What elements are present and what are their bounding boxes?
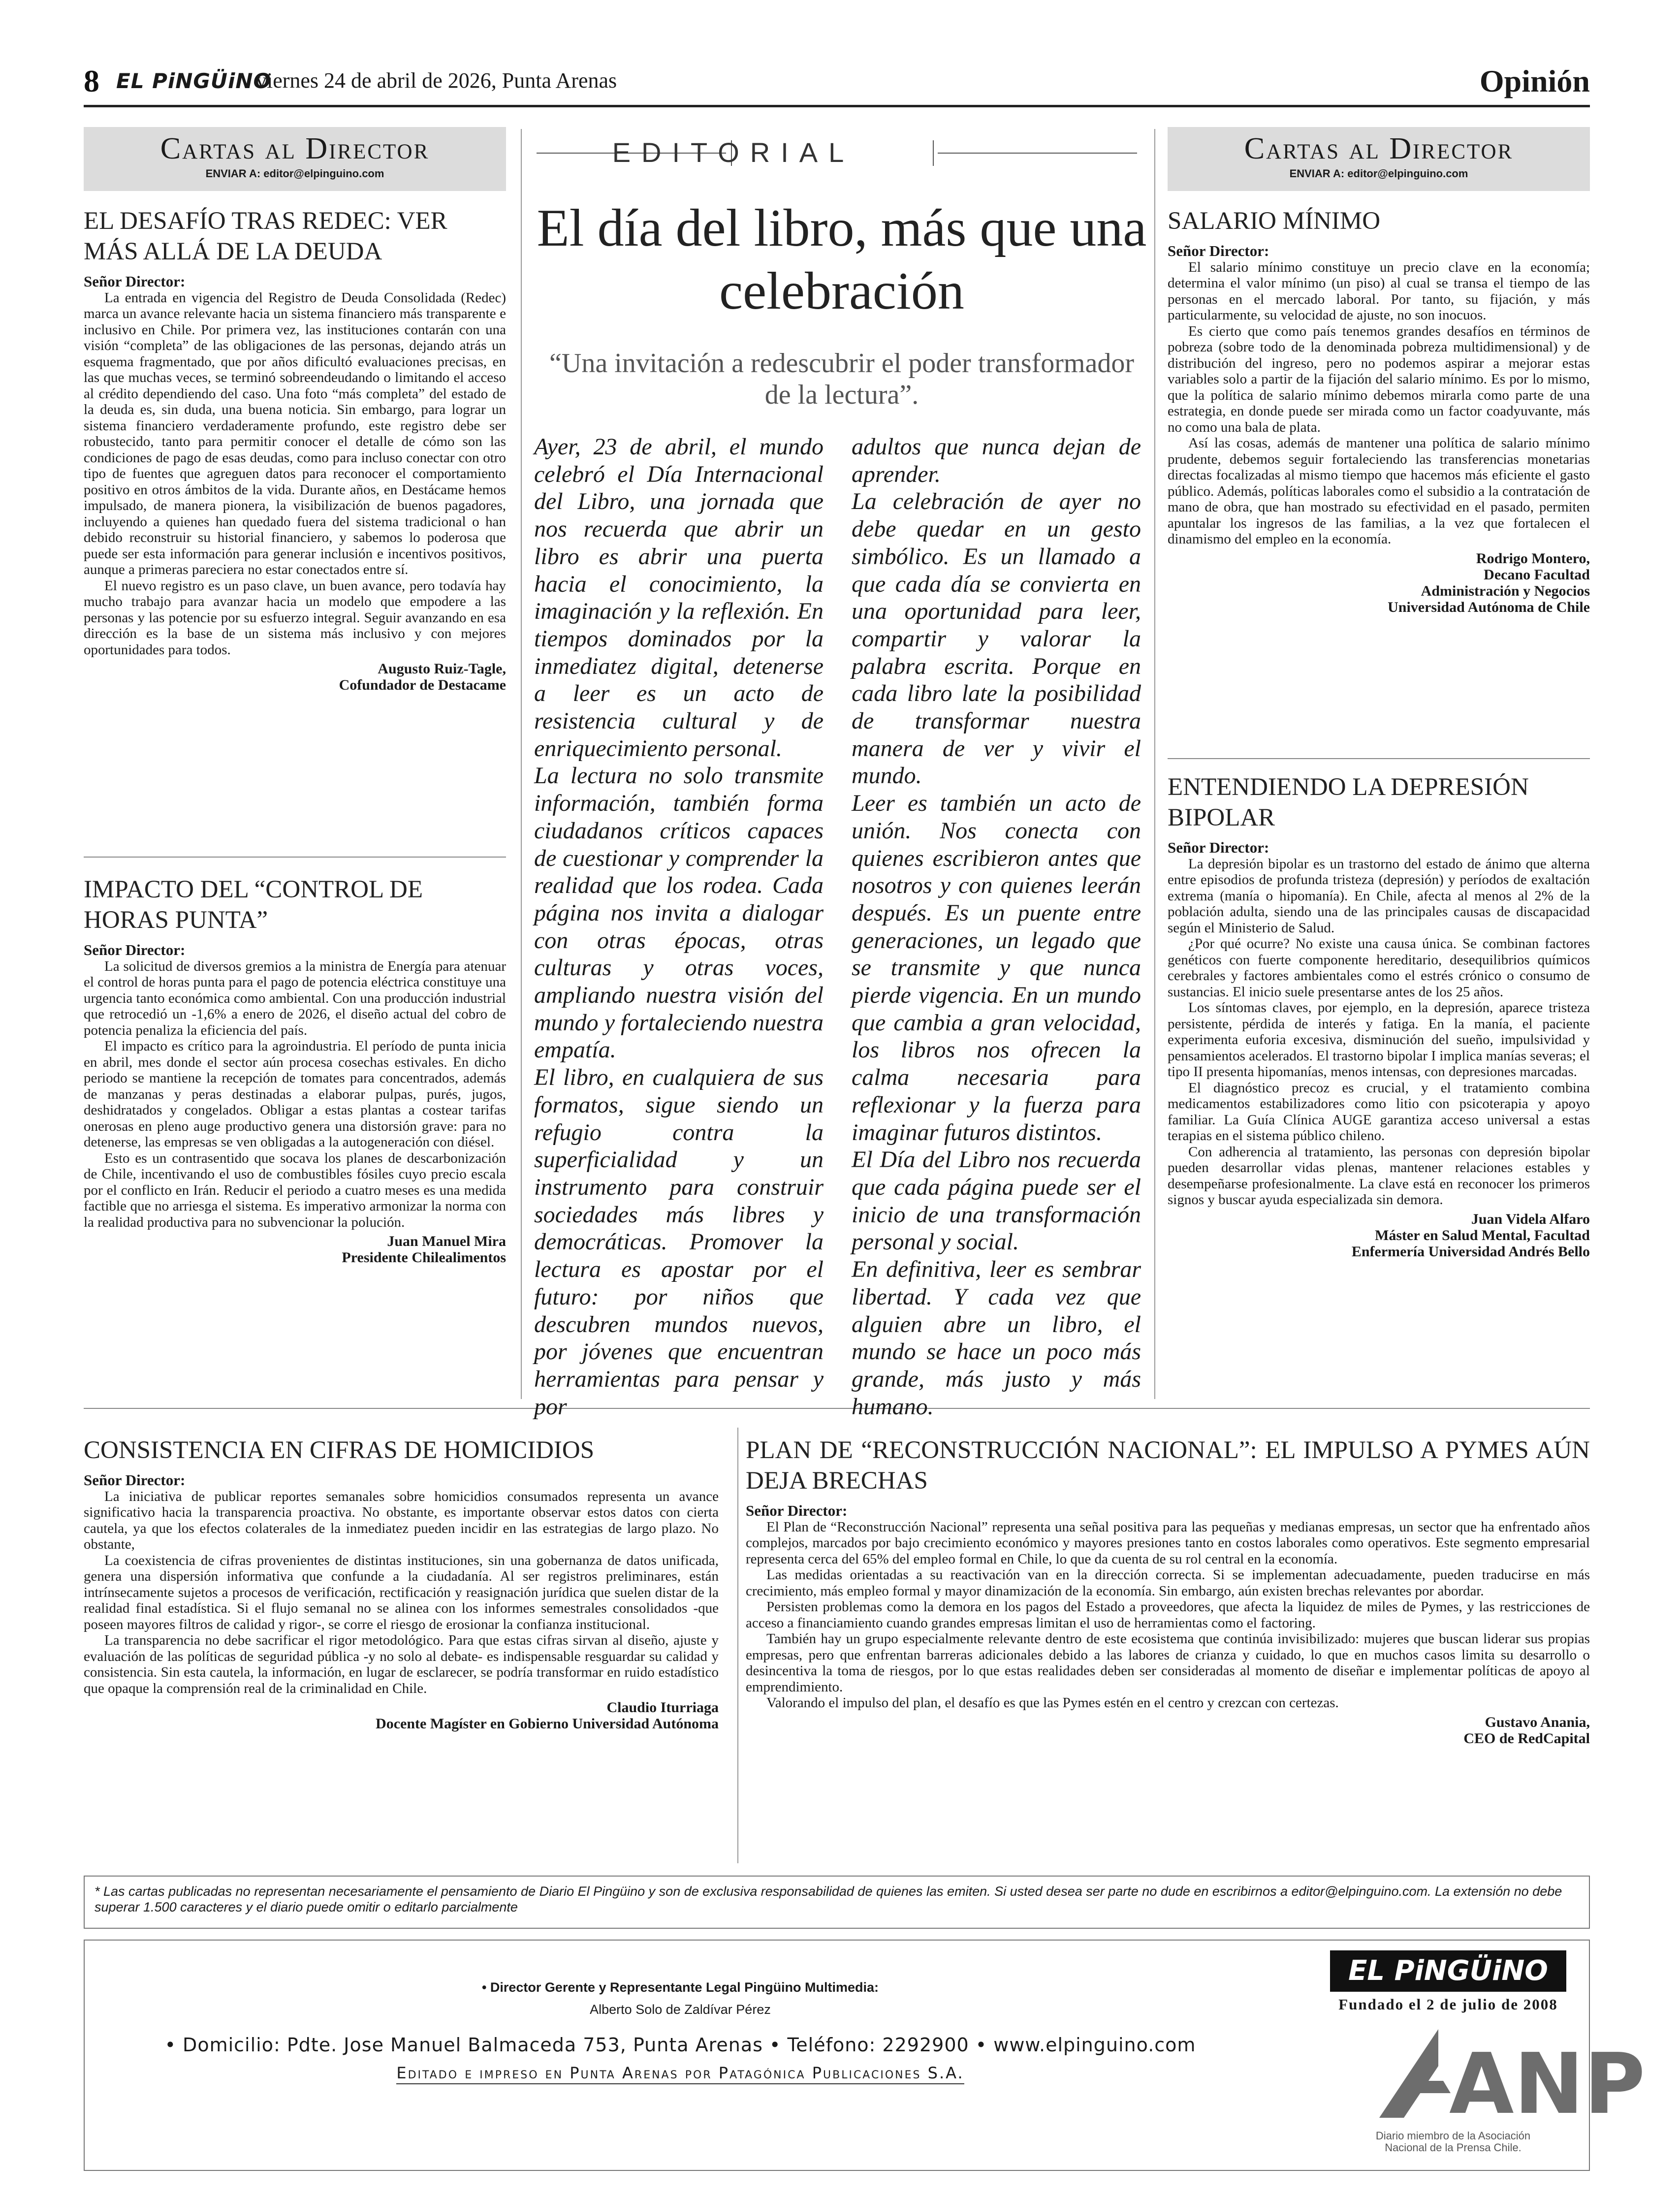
signature-line: Presidente Chilealimentos	[342, 1249, 506, 1266]
editorial-headline: El día del libro, más que una celebración	[537, 199, 1147, 320]
cartas-header-left	[84, 127, 506, 191]
letter-paragraph: La depresión bipolar es un trastorno del estado de ánimo que alterna entre episodios de profunda tristeza (depresión) y períodos de exaltación extrema (manía o hipomanía). En Chile, afecta al menos al 2% de la población adulta, siendo una de las principales causas de discapacidad según el Ministerio de Salud.	[1168, 856, 1590, 936]
publisher-text: Editado e impreso en Punta Arenas por Patagónica Publicaciones S.A.	[396, 2064, 964, 2084]
letter-signature	[746, 1714, 1590, 1747]
editorial-column	[852, 433, 1141, 1420]
letter-paragraph: El impacto es crítico para la agroindustria. El período de punta inicia en abril, mes donde el sector aún procesa cosechas estivales. En dicho periodo se mantiene la recepción de tomates para concentrados, además de manzanas y peras destinadas a elaborar pulpas, purés, jugos, deshidratados y congelados. Obligar a estas plantas a costear tarifas onerosas en pleno auge productivo genera una distorsión grave: para no detenerse, las empresas se ven obligadas a la autogeneración con diésel.	[84, 1038, 506, 1150]
signature-line: Claudio Iturriaga	[606, 1699, 719, 1716]
header-rule	[84, 105, 1590, 107]
letter-signature	[84, 1233, 506, 1266]
signature-line: Rodrigo Montero,	[1476, 550, 1590, 567]
letter-paragraph: Las medidas orientadas a su reactivación van en la dirección correcta. Si se implementan adecuadamente, pueden traducirse en más crecimiento, más empleo formal y mayor dinamización de la economía. Sin embargo, aún existen brechas relevantes por abordar.	[746, 1567, 1590, 1599]
letter-signature	[1168, 550, 1590, 615]
signature-line: Enfermería Universidad Andrés Bello	[1351, 1243, 1590, 1260]
letter	[84, 206, 506, 693]
letter-paragraph: También hay un grupo especialmente relevante dentro de este ecosistema que continúa invisibilizado: mujeres que buscan liderar sus propias empresas, pero que enfrentan barreras adicionales debido a las labores de crianza y cuidado, lo que en muchos casos limita su desarrollo o desincentiva la toma de riesgos, por lo que estas realidades deben ser consideradas al momento de diseñar e implementar políticas de apoyo al emprendimiento.	[746, 1631, 1590, 1695]
letter	[84, 1435, 719, 1732]
letter-signature	[84, 661, 506, 693]
footer-logo: EL PiNGÜiNO	[1330, 1950, 1566, 1992]
dateline: viernes 24 de abril de 2026, Punta Arenas	[256, 68, 617, 93]
anp-logo-letters: ANP	[1449, 2036, 1646, 2133]
letter-divider	[1168, 758, 1590, 759]
editorial-paragraph: La lectura no solo transmite información, también forma ciudadanos críticos capaces de cuestionar y comprender la realidad que los rodea. Cada página nos invita a dialogar con otras épocas, otras culturas y otras voces, ampliando nuestra visión del mundo y fortaleciendo nuestra empatía.	[534, 763, 824, 1063]
signature-line: Decano Facultad	[1484, 566, 1590, 583]
disclaimer-note: * Las cartas publicadas no representan necesariamente el pensamiento de Diario El Pingüino y son de exclusiva responsabilidad de quienes las emiten. Si usted desea ser parte no dude en escribirnos a editor@elpinguino.com. La extensión no debe superar 1.500 caracteres y el diario puede omitir o editarlo parcialmente	[84, 1876, 1590, 1929]
letter-paragraph: El diagnóstico precoz es crucial, y el tratamiento combina medicamentos estabilizadores como litio con psicoterapia y apoyo familiar. La Guía Clínica AUGE garantiza acceso universal a estas terapias en el sistema público chileno.	[1168, 1080, 1590, 1144]
signature-line: Juan Manuel Mira	[387, 1233, 506, 1249]
signature-line: Gustavo Anania,	[1485, 1714, 1590, 1730]
cartas-title: Cartas al Director	[160, 132, 430, 165]
director-label: • Director Gerente y Representante Legal Pingüino Multimedia:	[481, 1980, 879, 1995]
imprint-footer	[84, 1940, 1646, 2171]
letter-paragraph: La iniciativa de publicar reportes semanales sobre homicidios consumados representa un avance significativo hacia la transparencia proactiva. No obstante, es importante observar estos datos con cierta cautela, ya que los efectos colaterales de la inmediatez pueden incidir en las estrategias de largo plazo. No obstante,	[84, 1488, 719, 1552]
signature-line: CEO de RedCapital	[1463, 1730, 1590, 1747]
letter-paragraph: El Plan de “Reconstrucción Nacional” representa una señal positiva para las pequeñas y medianas empresas, un sector que ha enfrentado años complejos, marcados por bajo crecimiento económico y mayores presiones tanto en costos laborales como operativos. Este segmento empresarial representa cerca del 65% del empleo formal en Chile, lo que da cuenta de su rol central en la economía.	[746, 1519, 1590, 1567]
letter-salute: Señor Director:	[84, 941, 186, 958]
signature-line: Docente Magíster en Gobierno Universidad Autónoma	[376, 1716, 719, 1732]
letter-title: ENTENDIENDO LA DEPRESIÓN BIPOLAR	[1168, 773, 1529, 831]
letter	[1168, 206, 1590, 615]
section-title: Opinión	[1479, 64, 1590, 98]
editorial-label-text: EDITORIAL	[612, 137, 855, 168]
cartas-email: ENVIAR A: editor@elpinguino.com	[1289, 167, 1468, 180]
letter-title: CONSISTENCIA EN CIFRAS DE HOMICIDIOS	[84, 1436, 595, 1464]
letter-paragraph: Persisten problemas como la demora en los pagos del Estado a proveedores, que afecta la liquidez de miles de Pymes, y las restricciones de acceso a financiamiento cuando grandes empresas limitan el uso de herramientas como el factoring.	[746, 1599, 1590, 1631]
editorial-paragraph: adultos que nunca dejan de aprender.	[852, 434, 1141, 487]
signature-line: Juan Videla Alfaro	[1471, 1210, 1590, 1227]
editorial-paragraph: Leer es también un acto de unión. Nos conecta con quienes escribieron antes que nosotros y con quienes leerán después. Es un puente entre generaciones, un legado que se transmite y que nunca pierde vigencia. En un mundo que cambia a gran velocidad, los libros nos ofrecen la calma necesaria para reflexionar y la fuerza para imaginar futuros distintos.	[852, 790, 1141, 1146]
letter-title: SALARIO MÍNIMO	[1168, 207, 1381, 235]
editorial-label	[537, 133, 930, 172]
editorial-paragraph: El libro, en cualquiera de sus formatos, sigue siendo un refugio contra la superficialidad y un instrumento para construir sociedades más libres y democráticas. Promover la lectura es apostar por el futuro: por niños que descubren mundos nuevos, por jóvenes que encuentran herramientas para pensar y por	[534, 1064, 824, 1420]
letter-salute: Señor Director:	[1168, 839, 1269, 856]
anp-logo-icon	[1364, 2019, 1646, 2133]
director-name: Alberto Solo de Zaldívar Pérez	[590, 2002, 771, 2017]
editorial-label-rule	[938, 153, 1137, 154]
section-divider	[84, 1408, 1590, 1409]
anp-membership-note: Diario miembro de la Asociación Nacional de la Prensa Chile.	[1375, 2130, 1531, 2154]
editorial-paragraph: El Día del Libro nos recuerda que cada página puede ser el inicio de una transformación personal y social.	[852, 1147, 1141, 1255]
address-line: • Domicilio: Pdte. Jose Manuel Balmaceda 753, Punta Arenas • Teléfono: 2292900 • www.elpinguino.com	[164, 2034, 1196, 2056]
letter-paragraph: Con adherencia al tratamiento, las personas con depresión bipolar pueden desarrollar vidas plenas, mantener relaciones estables y desempeñarse profesionalmente. La clave está en reconocer los primeros signos y buscar ayuda especializada sin demora.	[1168, 1144, 1590, 1208]
masthead-name: EL PiNGÜiNO	[116, 69, 272, 93]
letter-signature	[1168, 1211, 1590, 1260]
cartas-email: ENVIAR A: editor@elpinguino.com	[205, 167, 384, 180]
letter-paragraph: Así las cosas, además de mantener una política de salario mínimo prudente, debemos seguir fortaleciendo las transferencias monetarias directas focalizadas al mismo tiempo que hacemos más eficiente el gasto público. Además, políticas laborales como el subsidio a la contratación de mano de obra, que han mostrado su efectividad en el pasado, permiten apuntalar los ingresos de las familias, a la vez que fortalecen el dinamismo del empleo en la economía.	[1168, 435, 1590, 547]
letter-paragraph: Valorando el impulso del plan, el desafío es que las Pymes estén en el centro y crezcan con certezas.	[766, 1695, 1339, 1711]
letter-paragraph: La solicitud de diversos gremios a la ministra de Energía para atenuar el control de horas punta para el pago de potencia eléctrica constituye una urgencia tanto económica como ambiental. Con una producción industrial que retrocedió un -1,6% a enero de 2026, el diseño actual del cobro de potencia penaliza la eficiencia del país.	[84, 958, 506, 1038]
letter-paragraph: Es cierto que como país tenemos grandes desafíos en términos de pobreza (sobre todo de la denominada pobreza multidimensional) y de distribución del ingreso, pero no podemos aspirar a mejorar estas variables solo a partir de la fijación del salario mínimo. Es por lo mismo, que la política de salario mínimo debemos mirarla como parte de una estrategia, en donde puede ser mirada como un factor coadyuvante, más no como una bala de plata.	[1168, 323, 1590, 435]
letter-divider	[84, 857, 506, 858]
letter-title: PLAN DE “RECONSTRUCCIÓN NACIONAL”: EL IMPULSO A PYMES AÚN DEJA BRECHAS	[746, 1436, 1590, 1495]
letter-salute: Señor Director:	[84, 273, 186, 290]
letter-paragraph: Esto es un contrasentido que socava los planes de descarbonización de Chile, incentivando el uso de combustibles fósiles cuyo precio escala por el conflicto en Irán. Reducir el periodo a cuatro meses es una medida factible que no arriesga el sistema. Es imperativo armonizar la norma con la realidad productiva para no subvencionar la polución.	[84, 1150, 506, 1230]
letter-paragraph: La transparencia no debe sacrificar el rigor metodológico. Para que estas cifras sirvan al diseño, ajuste y evaluación de las políticas de seguridad pública -y no solo al debate- es indispensable resguardar su calidad y consistencia. Sin esta cautela, la información, en lugar de esclarecer, se podría transformar en ruido estadístico que opaque la comprensión real de la criminalidad en Chile.	[84, 1632, 719, 1696]
editorial-paragraph: En definitiva, leer es sembrar libertad. Y cada vez que alguien abre un libro, el mundo se hace un poco más grande, más justo y más humano.	[852, 1256, 1141, 1420]
letter	[1168, 772, 1590, 1260]
letter	[746, 1435, 1590, 1747]
cartas-header-right	[1168, 127, 1590, 191]
letter-paragraph: Los síntomas claves, por ejemplo, en la depresión, aparece tristeza persistente, pérdida de interés y fatiga. En la manía, el paciente experimenta euforia excesiva, disminución del sueño, impulsividad y pensamientos acelerados. El trastorno bipolar I implica manías severas; el tipo II presenta hipomanías, menos intensas, con depresiones marcadas.	[1168, 1000, 1590, 1080]
column-divider	[1154, 129, 1155, 1399]
letter-salute: Señor Director:	[84, 1471, 186, 1489]
letter-title: IMPACTO DEL “CONTROL DE HORAS PUNTA”	[84, 876, 423, 934]
editorial-subtitle: “Una invitación a redescubrir el poder transformador de la lectura”.	[549, 348, 1134, 410]
signature-line: Administración y Negocios	[1421, 582, 1590, 599]
letter-salute: Señor Director:	[746, 1502, 848, 1519]
letter-signature	[84, 1699, 719, 1732]
page-number: 8	[84, 64, 99, 98]
publisher-line	[85, 2064, 1276, 2082]
signature-line: Máster en Salud Mental, Facultad	[1375, 1227, 1590, 1243]
anp-logo-shape	[1379, 2029, 1438, 2118]
letter-title: EL DESAFÍO TRAS REDEC: VER MÁS ALLÁ DE LA DEUDA	[84, 207, 447, 265]
signature-line: Augusto Ruiz-Tagle,	[378, 661, 506, 677]
letter-paragraph: ¿Por qué ocurre? No existe una causa única. Se combinan factores genéticos con fuerte componente hereditario, desequilibrios químicos cerebrales y factores ambientales como el estrés crónico o consumo de sustancias. El inicio suele presentarse antes de los 25 años.	[1168, 936, 1590, 1000]
signature-line: Cofundador de Destacame	[339, 677, 506, 693]
page-header	[84, 63, 1590, 102]
editorial-column	[534, 433, 824, 1420]
cartas-title: Cartas al Director	[1244, 132, 1514, 165]
letter-paragraph: El nuevo registro es un paso clave, un buen avance, pero todavía hay mucho trabajo para avanzar hacia un modelo que empodere a las personas y las potencie por su esfuerzo integral. Seguir avanzando en esa dirección es la base de un sistema más inclusivo y con mejores oportunidades para todos.	[84, 577, 506, 658]
column-divider	[521, 129, 522, 1399]
founded-date: Fundado el 2 de julio de 2008	[1338, 1996, 1558, 2013]
editorial-paragraph: Ayer, 23 de abril, el mundo celebró el Día Internacional del Libro, una jornada que nos recuerda que abrir un libro es abrir una puerta hacia el conocimiento, la imaginación y la reflexión. En tiempos dominados por la inmediatez digital, detenerse a leer es un acto de resistencia cultural y de enriquecimiento personal.	[534, 434, 824, 762]
letter	[84, 874, 506, 1266]
letter-salute: Señor Director:	[1168, 242, 1269, 259]
signature-line: Universidad Autónoma de Chile	[1388, 599, 1590, 615]
letter-paragraph: La entrada en vigencia del Registro de Deuda Consolidada (Redec) marca un avance relevante hacia un sistema financiero más transparente e inclusivo en Chile. Por primera vez, las instituciones contarán con una visión “completa” de las obligaciones de las personas, dejando atrás un esquema fragmentado, que por años dificultó evaluaciones precisas, en las que muchas veces, se terminó sobreendeudando o limitando el acceso al crédito dependiendo del caso. Una foto “más completa” del estado de la deuda es, sin duda, una buena noticia. Sin embargo, para lograr un sistema financiero verdaderamente profundo, este registro debe ser robustecido, tanto para permitir conocer el detalle de cómo son las condiciones de pago de esas deudas, como para incluso conectar con otro tipo de fuentes que agreguen datos para reconocer el comportamiento positivo en otros ámbitos de la vida. Durante años, en Destácame hemos impulsado, de manera pionera, la visibilización de buenos pagadores, incluyendo a quienes han quedado fuera del sistema tradicional o han debido reconstruir su historial financiero, y sabemos lo poderosa que puede ser esta información para generar inclusión e incentivos positivos, aunque a primeras pareciera no estar conectados entre sí.	[84, 289, 506, 577]
letter-paragraph: El salario mínimo constituye un precio clave en la economía; determina el valor mínimo (un piso) al cual se transa el tiempo de las personas en el mercado laboral. Por tanto, su fijación, y más particularmente, su velocidad de ajuste, no son inocuos.	[1168, 259, 1590, 323]
editorial-label-tick	[933, 140, 934, 166]
letter-paragraph: La coexistencia de cifras provenientes de distintas instituciones, sin una gobernanza de datos unificada, genera una dispersión informativa que confunde a la ciudadanía. Al ser registros preliminares, están intrínsecamente sujetos a procesos de verificación, rectificación y reasignación jurídica que suelen distar de la realidad final estadística. Si el flujo semanal no se alinea con los informes semestrales consolidados -que poseen mayores filtros de calidad y rigor-, se corre el riesgo de erosionar la confianza institucional.	[84, 1552, 719, 1632]
column-divider	[737, 1428, 738, 1863]
editorial-paragraph: La celebración de ayer no debe quedar en un gesto simbólico. Es un llamado a que cada día se convierta en una oportunidad para leer, compartir y valorar la palabra escrita. Porque en cada libro late la posibilidad de transformar nuestra manera de ver y vivir el mundo.	[852, 488, 1141, 789]
